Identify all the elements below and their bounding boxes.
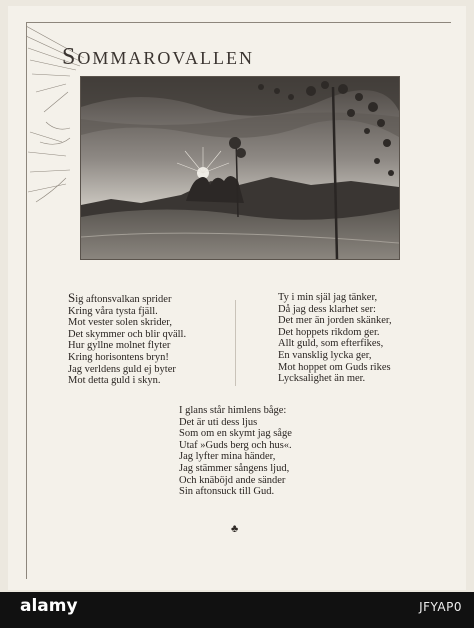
stanza-line: I glans står himlens båge: bbox=[179, 405, 287, 416]
stanza-line: Kring våra tysta fjäll. bbox=[68, 305, 158, 317]
landscape-illustration bbox=[80, 76, 400, 260]
stanza-line: Som om en skymt jag såge bbox=[179, 428, 292, 440]
stanza-line bbox=[68, 292, 186, 306]
column-divider bbox=[235, 300, 236, 386]
stanza-line: Det är uti dess ljus bbox=[179, 416, 258, 428]
stanza-line: Ty i min själ jag tänker, bbox=[278, 292, 378, 303]
stanza-line: Mot detta guld i skyn. bbox=[68, 375, 161, 387]
stanza-3 bbox=[179, 405, 292, 498]
stanza-line: Jag lyfter mina händer, bbox=[179, 451, 276, 463]
stanza-line: Jag stämmer sångens ljud, bbox=[179, 462, 290, 474]
stanza-line: Kring horisontens bryn! bbox=[68, 351, 169, 363]
stanza-2 bbox=[278, 292, 392, 385]
image-code: JFYAP0 bbox=[419, 600, 462, 614]
stanza-line: Sin aftonsuck till Gud. bbox=[179, 486, 275, 498]
ornament-icon: ♣ bbox=[231, 523, 239, 535]
stanza-line: Det mer än jorden skänker, bbox=[278, 315, 392, 327]
watermark-footer bbox=[0, 592, 474, 628]
stanza-line: Mot vester solen skrider, bbox=[68, 317, 172, 329]
stanza-line-rest: ig aftonsvalkan sprider bbox=[75, 294, 172, 305]
stanza-line: Det hoppets rikdom ger. bbox=[278, 326, 380, 338]
title-initial: S bbox=[62, 44, 78, 70]
stanza-line: Hur gyllne molnet flyter bbox=[68, 340, 171, 352]
stanza-line: Utaf »Guds berg och hus«. bbox=[179, 439, 292, 451]
brand-logo: alamy bbox=[20, 596, 78, 616]
stanza-line: En vansklig lycka ger, bbox=[278, 349, 372, 361]
stanza-1 bbox=[68, 292, 186, 387]
stanza-line: Jag verldens guld ej byter bbox=[68, 363, 176, 375]
stanza-line: Det skymmer och blir qväll. bbox=[68, 328, 187, 340]
stanza-line: Allt guld, som efterfikes, bbox=[278, 338, 384, 350]
sunset-landscape-image bbox=[81, 77, 399, 259]
poem-title bbox=[62, 44, 254, 71]
title-rest: OMMAROVALLEN bbox=[77, 48, 255, 68]
stanza-line: Mot hoppet om Guds rikes bbox=[278, 361, 391, 373]
stanza-line: Och knäböjd ande sänder bbox=[179, 474, 286, 486]
stanza-line-initial: S bbox=[68, 290, 76, 305]
stanza-line: Då jag dess klarhet ser: bbox=[278, 303, 376, 315]
stanza-line: Lycksalighet än mer. bbox=[278, 373, 366, 385]
